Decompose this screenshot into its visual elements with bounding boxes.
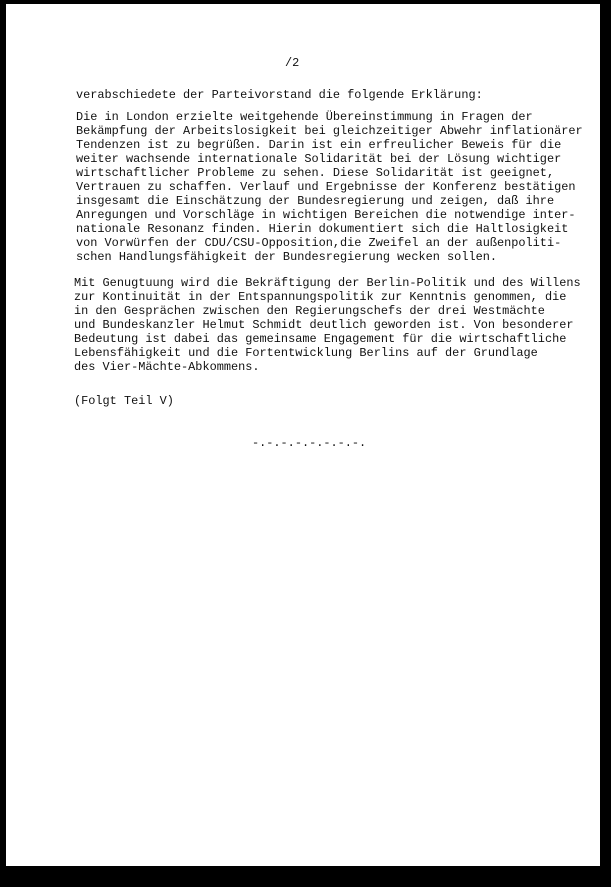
paragraph-2 — [74, 276, 581, 374]
intro-line: verabschiedete der Parteivorstand die folgende Erklärung: — [76, 88, 483, 102]
text-line: insgesamt die Einschätzung der Bundesregierung und zeigen, daß ihre — [76, 194, 555, 208]
text-line: nationale Resonanz finden. Hierin dokumentiert sich die Haltlosigkeit — [76, 222, 569, 236]
text-line: Anregungen und Vorschläge in wichtigen Bereichen die notwendige inter- — [76, 208, 576, 222]
text-line: wirtschaftlicher Probleme zu sehen. Diese Solidarität ist geeignet, — [76, 166, 555, 180]
text-line: weiter wachsende internationale Solidarität bei der Lösung wichtiger — [76, 152, 562, 166]
text-line: Mit Genugtuung wird die Bekräftigung der Berlin-Politik und des Willens — [74, 276, 581, 290]
page-number: /2 — [285, 56, 300, 70]
text-line: zur Kontinuität in der Entspannungspolitik zur Kenntnis genommen, die — [74, 290, 567, 304]
text-line: Lebensfähigkeit und die Fortentwicklung Berlins auf der Grundlage — [74, 346, 538, 360]
text-line: Bedeutung ist dabei das gemeinsame Engagement für die wirtschaftliche — [74, 332, 567, 346]
text-line: Tendenzen ist zu begrüßen. Darin ist ein erfreulicher Beweis für die — [76, 138, 562, 152]
text-line: und Bundeskanzler Helmut Schmidt deutlich geworden ist. Von besonderer — [74, 318, 574, 332]
end-marker: -.-.-.-.-.-.-.-. — [252, 436, 367, 450]
text-line: in den Gesprächen zwischen den Regierungschefs der drei Westmächte — [74, 304, 545, 318]
text-line: Vertrauen zu schaffen. Verlauf und Ergebnisse der Konferenz bestätigen — [76, 180, 576, 194]
text-line: von Vorwürfen der CDU/CSU-Opposition,die Zweifel an der außenpoliti- — [76, 236, 562, 250]
text-line: Die in London erzielte weitgehende Übereinstimmung in Fragen der — [76, 110, 533, 124]
paragraph-1 — [76, 110, 583, 264]
text-line: Bekämpfung der Arbeitslosigkeit bei gleichzeitiger Abwehr inflationärer — [76, 124, 583, 138]
continuation-note: (Folgt Teil V) — [74, 394, 174, 408]
text-line: schen Handlungsfähigkeit der Bundesregierung wecken sollen. — [76, 250, 497, 264]
text-line: des Vier-Mächte-Abkommens. — [74, 360, 260, 374]
document-page — [6, 4, 600, 866]
